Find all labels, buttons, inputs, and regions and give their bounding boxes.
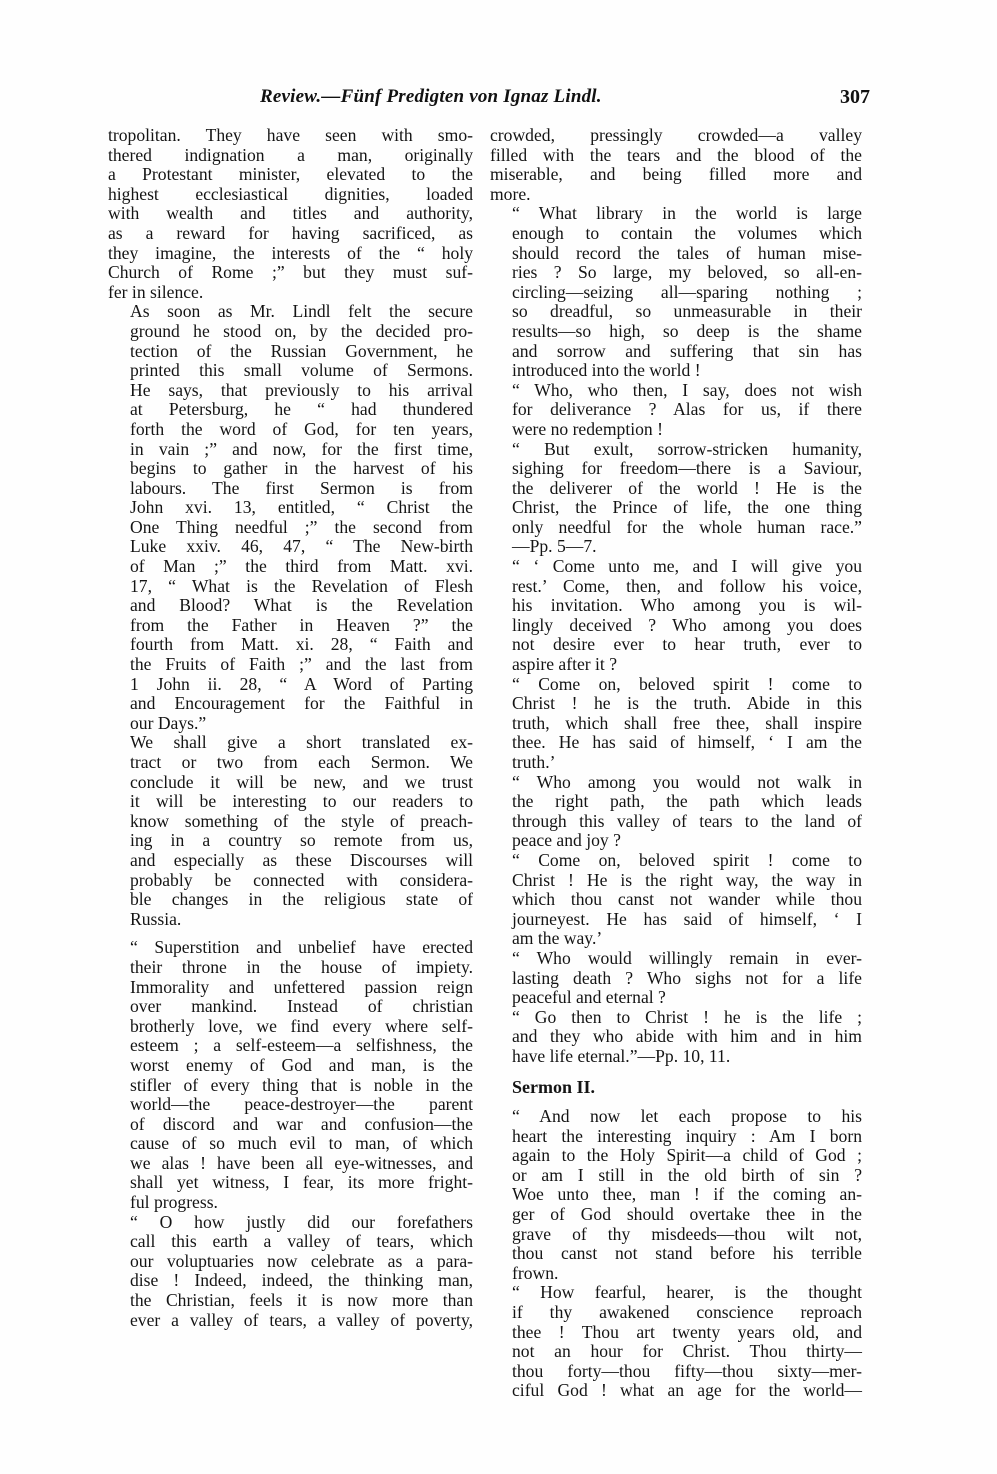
- text-line: peace and joy ?: [512, 830, 621, 851]
- text-line: Luke xxiv. 46, 47, “ The New-birth: [130, 536, 473, 557]
- paragraph: [490, 557, 862, 675]
- text-line: for deliverance ? Alas for us, if there: [512, 399, 862, 420]
- text-line: begins to gather in the harvest of his: [130, 458, 473, 479]
- text-line: 1 John ii. 28, “ A Word of Parting: [130, 673, 473, 694]
- text-line: labours. The first Sermon is from: [130, 477, 473, 498]
- text-line: and especially as these Discourses will: [130, 849, 473, 870]
- text-line: “ O how justly did our forefathers: [130, 1211, 473, 1232]
- text-line: as a reward for having sacrificed, as: [108, 222, 473, 243]
- paragraph: [490, 1008, 862, 1067]
- text-line: only needful for the whole human race.”: [512, 516, 862, 537]
- text-line: the deliverer of the world ! He is the: [512, 477, 862, 498]
- text-line: the Christian, feels it is now more than: [130, 1290, 473, 1311]
- text-line: and Blood? What is the Revelation: [130, 595, 473, 616]
- text-line: “ Who would willingly remain in ever-: [512, 947, 862, 968]
- text-line: “ Superstition and unbelief have erected: [130, 937, 473, 958]
- text-line: “ ‘ Come unto me, and I will give you: [512, 556, 862, 577]
- text-line: “ Who, who then, I say, does not wish: [512, 379, 862, 400]
- text-line: of Man ;” the third from Matt. xvi.: [130, 556, 473, 577]
- right-column-after-heading-text: [490, 1107, 862, 1401]
- paragraph: [490, 949, 862, 1008]
- text-line: esteem ; a self-esteem—a selfishness, the: [130, 1035, 473, 1056]
- text-line: conclude it will be new, and we trust: [130, 771, 473, 792]
- text-line: Immorality and unfettered passion reign: [130, 976, 473, 997]
- paragraph: [490, 773, 862, 851]
- paragraph: [490, 675, 862, 773]
- text-line: tract or two from each Sermon. We: [130, 752, 473, 772]
- text-line: which thou canst not wander while thou: [512, 889, 862, 910]
- text-line: should record the tales of human mise-: [512, 242, 862, 263]
- text-line: “ Who among you would not walk in: [512, 771, 862, 792]
- text-line: if thy awakened conscience reproach: [512, 1302, 862, 1323]
- text-line: printed this small volume of Sermons.: [130, 360, 473, 381]
- text-line: we alas ! have been all eye-witnesses, and: [130, 1152, 473, 1173]
- text-line: “ Come on, beloved spirit ! come to: [512, 849, 862, 870]
- text-line: John xvi. 13, entitled, “ Christ the: [130, 497, 473, 518]
- text-line: know something of the style of preach-: [130, 810, 473, 831]
- text-line: “ And now let each propose to his: [512, 1106, 862, 1127]
- text-line: ble changes in the religious state of: [130, 889, 473, 910]
- text-line: miserable, and being filled more and: [490, 164, 862, 185]
- paragraph: [108, 938, 473, 1212]
- text-line: probably be connected with considera-: [130, 869, 473, 890]
- text-line: fourth from Matt. xi. 28, “ Faith and: [130, 634, 473, 655]
- text-line: and sorrow and suffering that sin has: [512, 340, 862, 361]
- text-line: our Days.”: [130, 712, 207, 733]
- text-line: ger of God should overtake thee in the: [512, 1204, 862, 1225]
- text-line: thered indignation a man, originally: [108, 144, 473, 165]
- text-line: with wealth and titles and authority,: [108, 203, 473, 224]
- text-line: the right path, the path which leads: [512, 791, 862, 812]
- text-line: enough to contain the volumes which: [512, 222, 862, 243]
- text-line: filled with the tears and the blood of the: [490, 144, 862, 165]
- running-title: Review.—Fünf Predigten von Ignaz Lindl.: [260, 86, 602, 107]
- text-line: stifler of every thing that is noble in the: [130, 1074, 473, 1095]
- text-line: circling—seizing all—sparing nothing ;: [512, 281, 862, 302]
- text-line: rest.’ Come, then, and follow his voice,: [512, 575, 862, 596]
- paragraph: [108, 733, 473, 929]
- text-line: frown.: [512, 1262, 559, 1283]
- text-line: our voluptuaries now celebrate as a para-: [130, 1250, 473, 1271]
- text-line: —Pp. 5—7.: [512, 536, 597, 557]
- text-line: dise ! Indeed, indeed, the thinking man,: [130, 1270, 473, 1291]
- text-line: ful progress.: [130, 1192, 218, 1213]
- text-line: truth, which shall free thee, shall inspire: [512, 712, 862, 733]
- text-line: so dreadful, so unmeasurable in their: [512, 301, 862, 322]
- text-line: were no redemption !: [512, 418, 663, 439]
- text-line: fer in silence.: [108, 281, 204, 302]
- text-line: thee ! Thou art twenty years old, and: [512, 1321, 862, 1342]
- text-line: cause of so much evil to man, of which: [130, 1133, 473, 1154]
- text-line: truth.’: [512, 752, 556, 772]
- text-line: thee. He has said of himself, ‘ I am the: [512, 732, 862, 753]
- paragraph: [108, 1213, 473, 1331]
- text-line: results—so high, so deep is the shame: [512, 320, 862, 341]
- text-line: not an hour for Christ. Thou thirty—: [512, 1341, 862, 1362]
- text-line: Woe unto thee, man ! if the coming an-: [512, 1184, 862, 1205]
- left-column: [108, 126, 473, 1330]
- paragraph: [490, 440, 862, 558]
- paragraph: [490, 204, 862, 380]
- text-line: peaceful and eternal ?: [512, 987, 666, 1008]
- text-line: more.: [490, 183, 531, 204]
- paragraph: [490, 1283, 862, 1401]
- text-line: heart the interesting inquiry : Am I born: [512, 1125, 862, 1146]
- text-line: not desire ever to hear truth, ever to: [512, 634, 862, 655]
- text-line: ing in a country so remote from us,: [130, 830, 473, 851]
- text-line: introduced into the world !: [512, 360, 701, 381]
- paragraph: [108, 302, 473, 733]
- right-column-main-text: [490, 126, 862, 1067]
- text-line: the Fruits of Faith ;” and the last from: [130, 654, 473, 675]
- text-line: thou forty—thou fifty—thou sixty—mer-: [512, 1360, 862, 1381]
- text-line: tection of the Russian Government, he: [130, 340, 473, 361]
- text-line: tropolitan. They have seen with smo-: [108, 125, 473, 145]
- text-line: ever a valley of tears, a valley of poverty,: [130, 1309, 473, 1330]
- text-line: Christ ! He is the right way, the way in: [512, 869, 862, 890]
- paragraph: [490, 1107, 862, 1283]
- text-line: “ How fearful, hearer, is the thought: [512, 1282, 862, 1303]
- text-line: his invitation. Who among you is wil-: [512, 595, 862, 616]
- text-line: Christ, the Prince of life, the one thing: [512, 497, 862, 518]
- text-line: “ Go then to Christ ! he is the life ;: [512, 1006, 862, 1027]
- text-line: “ What library in the world is large: [512, 203, 862, 224]
- text-line: shall yet witness, I fear, its more fright-: [130, 1172, 473, 1193]
- text-line: or am I still in the old birth of sin ?: [512, 1164, 862, 1185]
- text-line: He says, that previously to his arrival: [130, 379, 473, 400]
- section-heading-sermon-2: Sermon II.: [512, 1076, 596, 1097]
- text-line: and Encouragement for the Faithful in: [130, 693, 473, 714]
- text-line: aspire after it ?: [512, 654, 618, 675]
- text-line: through this valley of tears to the land of: [512, 810, 862, 831]
- text-line: in vain ;” and now, for the first time,: [130, 438, 473, 459]
- text-line: brotherly love, we find every where self-: [130, 1015, 473, 1036]
- paragraph: [490, 851, 862, 949]
- text-line: call this earth a valley of tears, which: [130, 1231, 473, 1252]
- text-line: have life eternal.”—Pp. 10, 11.: [512, 1045, 731, 1066]
- text-line: Christ ! he is the truth. Abide in this: [512, 693, 862, 714]
- text-line: As soon as Mr. Lindl felt the secure: [130, 301, 473, 322]
- text-line: crowded, pressingly crowded—a valley: [490, 125, 862, 145]
- text-line: lingly deceived ? Who among you does: [512, 614, 862, 635]
- text-line: ciful God ! what an age for the world—: [512, 1380, 862, 1401]
- text-line: forth the word of God, for ten years,: [130, 418, 473, 439]
- right-column: [490, 126, 862, 1401]
- text-line: at Petersburg, he “ had thundered: [130, 399, 473, 420]
- text-line: “ Come on, beloved spirit ! come to: [512, 673, 862, 694]
- text-line: highest ecclesiastical dignities, loaded: [108, 183, 473, 204]
- text-line: worst enemy of God and man, is the: [130, 1054, 473, 1075]
- text-line: lasting death ? Who sighs not for a life: [512, 967, 862, 988]
- text-line: sighing for freedom—there is a Saviour,: [512, 458, 862, 479]
- text-line: they imagine, the interests of the “ holy: [108, 242, 473, 263]
- text-line: world—the peace-destroyer—the parent: [130, 1094, 473, 1115]
- text-line: 17, “ What is the Revelation of Flesh: [130, 575, 473, 596]
- text-line: We shall give a short translated ex-: [130, 732, 473, 753]
- text-line: journeyest. He has said of himself, ‘ I: [512, 908, 862, 929]
- text-line: over mankind. Instead of christian: [130, 996, 473, 1017]
- text-line: Church of Rome ;” but they must suf-: [108, 262, 473, 283]
- text-line: a Protestant minister, elevated to the: [108, 164, 473, 185]
- paragraph: [108, 126, 473, 302]
- text-line: and they who abide with him and in him: [512, 1026, 862, 1047]
- text-line: thou canst not stand before his terrible: [512, 1243, 862, 1264]
- page-number: 307: [840, 86, 870, 108]
- text-line: ground he stood on, by the decided pro-: [130, 320, 473, 341]
- text-line: it will be interesting to our readers to: [130, 791, 473, 812]
- text-line: their throne in the house of impiety.: [130, 956, 473, 977]
- paragraph: [490, 126, 862, 204]
- text-line: of discord and war and confusion—the: [130, 1113, 473, 1134]
- text-line: ries ? So large, my beloved, so all-en-: [512, 262, 862, 283]
- text-line: grave of thy misdeeds—thou wilt not,: [512, 1223, 862, 1244]
- text-line: One Thing needful ;” the second from: [130, 516, 473, 537]
- text-line: again to the Holy Spirit—a child of God ;: [512, 1145, 862, 1166]
- running-head: [260, 86, 870, 114]
- paragraph: [490, 381, 862, 440]
- text-line: from the Father in Heaven ?” the: [130, 614, 473, 635]
- text-line: Russia.: [130, 908, 182, 929]
- text-line: “ But exult, sorrow-stricken humanity,: [512, 438, 862, 459]
- text-line: am the way.’: [512, 928, 603, 949]
